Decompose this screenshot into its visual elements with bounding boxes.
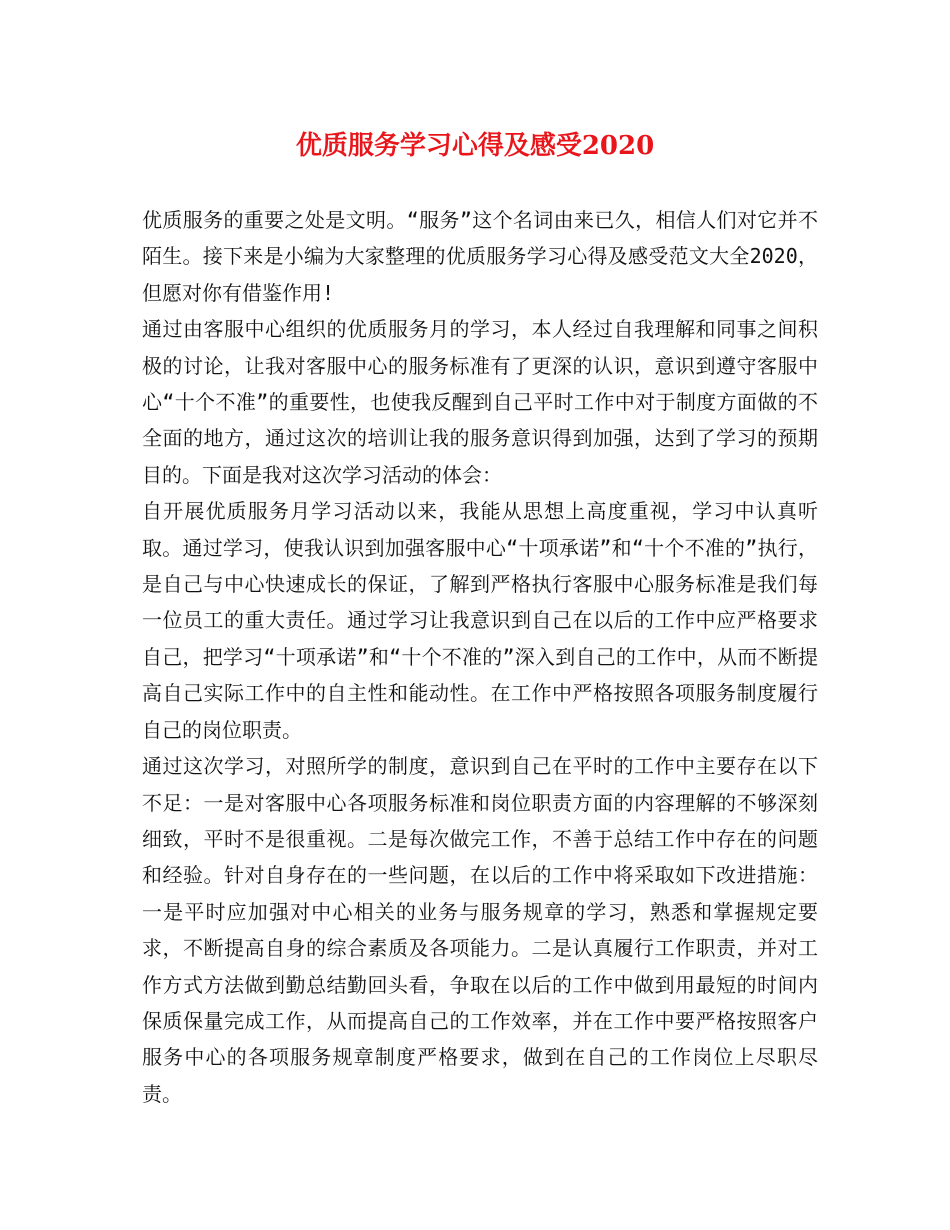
- paragraph-study: 通过由客服中心组织的优质服务月的学习，本人经过自我理解和同事之间积极的讨论，让我对客服中心的服务标准有了更深的认识，意识到遵守客服中心“十个不准”的重要性，也使我反醒到自己平时工作中对于制度方面做的不全面的地方，通过这次的培训让我的服务意识得到加强，达到了学习的预期目的。下面是我对这次学习活动的体会：: [142, 317, 818, 487]
- paragraph-experience: 自开展优质服务月学习活动以来，我能从思想上高度重视，学习中认真听取。通过学习，使我认识到加强客服中心“十项承诺”和“十个不准的”执行，是自己与中心快速成长的保证，了解到严格执行客服中心服务标准是我们每一位员工的重大责任。通过学习让我意识到自己在以后的工作中应严格要求自己，把学习“十项承诺”和“十个不准的”深入到自己的工作中，从而不断提高自己实际工作中的自主性和能动性。在工作中严格按照各项服务制度履行自己的岗位职责。: [142, 499, 818, 742]
- paragraph-improvement: 通过这次学习，对照所学的制度，意识到自己在平时的工作中主要存在以下不足：一是对客服中心各项服务标准和岗位职责方面的内容理解的不够深刻细致，平时不是很重视。二是每次做完工作，不善于总结工作中存在的问题和经验。针对自身存在的一些问题，在以后的工作中将采取如下改进措施：一是平时应加强对中心相关的业务与服务规章的学习，熟悉和掌握规定要求，不断提高自身的综合素质及各项能力。二是认真履行工作职责，并对工作方式方法做到勤总结勤回头看，争取在以后的工作中做到用最短的时间内保质保量完成工作，从而提高自己的工作效率，并在工作中要严格按照客户服务中心的各项服务规章制度严格要求，做到在自己的工作岗位上尽职尽责。: [142, 754, 818, 1106]
- paragraph-intro: 优质服务的重要之处是文明。“服务”这个名词由来已久，相信人们对它并不陌生。接下来是小编为大家整理的优质服务学习心得及感受范文大全2020，但愿对你有借鉴作用!: [142, 208, 818, 305]
- document-title: 优质服务学习心得及感受2020: [295, 131, 655, 161]
- document-body: [142, 202, 818, 1112]
